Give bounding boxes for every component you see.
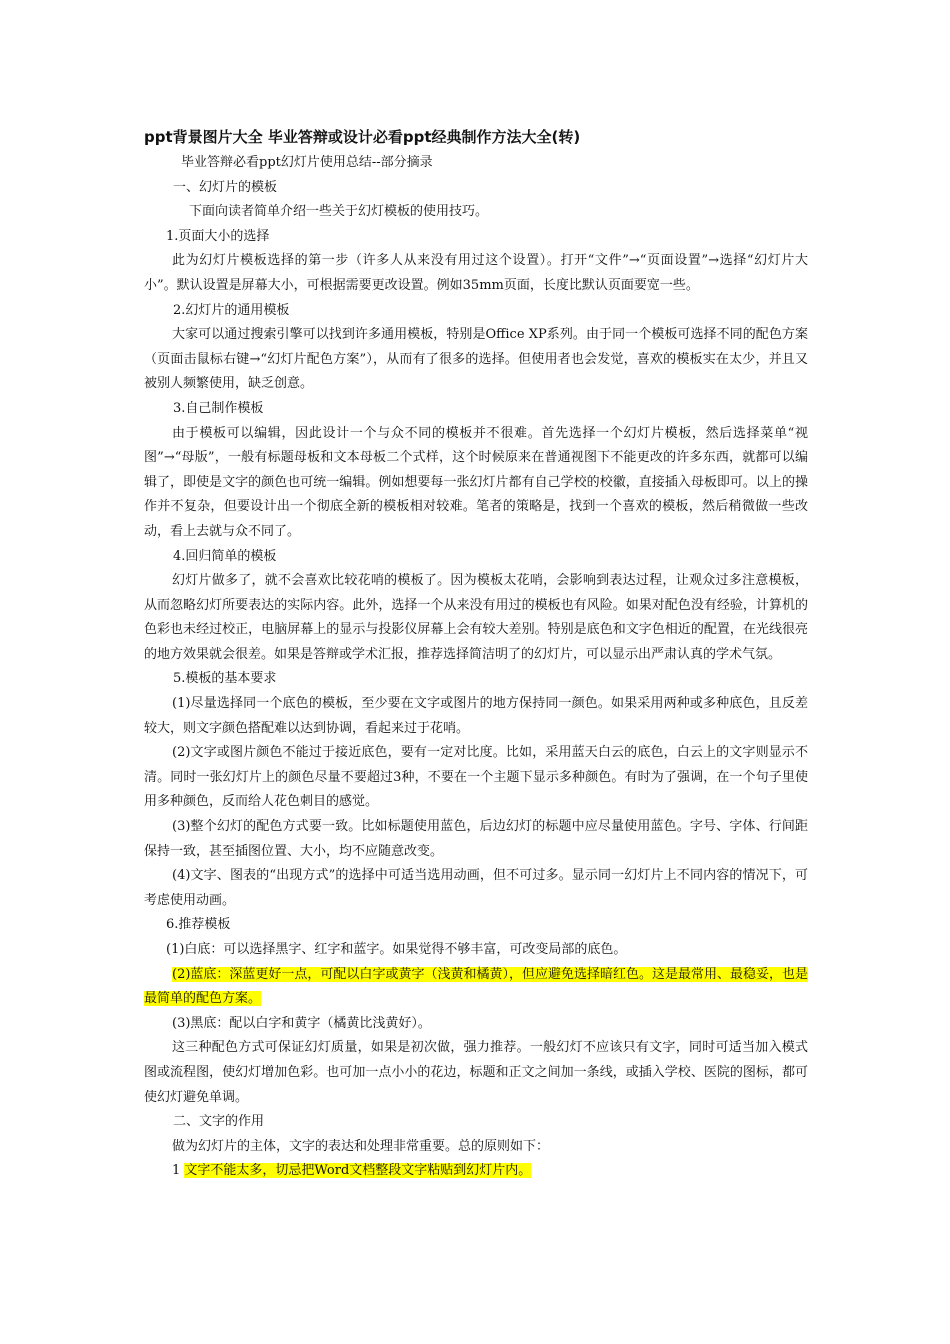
document-title: ppt背景图片大全 毕业答辩或设计必看ppt经典制作方法大全(转) [144,128,581,146]
paragraph-requirement-2: (2)文字或图片颜色不能过于接近底色，要有一定对比度。比如，采用蓝天白云的底色，白云上的文字则显示不清。同时一张幻灯片上的颜色尽量不要超过3种，不要在一个主题下显示多种颜色。有时为了强调，在一个句子里使用多种颜色，反而给人花色刺目的感觉。 [144,745,808,810]
subsection-title-general-templates: 2.幻灯片的通用模板 [173,302,290,318]
document-subtitle: 毕业答辩必看ppt幻灯片使用总结--部分摘录 [181,155,433,170]
paragraph-text-intro: 做为幻灯片的主体，文字的表达和处理非常重要。总的原则如下： [172,1138,550,1154]
document-page [144,126,808,1184]
paragraph-blue-background [144,963,808,1012]
paragraph-color-summary: 这三种配色方式可保证幻灯质量，如果是初次做，强力推荐。一般幻灯不应该只有文字，同时可适当加入模式图或流程图，使幻灯增加色彩。也可加一点小小的花边，标题和正文之间加一条线，或插入学校、医院的图标，都可使幻灯避免单调。 [144,1040,808,1105]
highlighted-text: (2)蓝底：深蓝更好一点，可配以白字或黄字（浅黄和橘黄），但应避免选择暗红色。这是最常用、最稳妥，也是最简单的配色方案。 [144,966,808,1007]
rule-number: 1 [172,1163,181,1179]
section-heading-text: 二、文字的作用 [173,1114,265,1130]
paragraph-simple-template: 幻灯片做多了，就不会喜欢比较花哨的模板了。因为模板太花哨，会影响到表达过程，让观众过多注意模板，从而忽略幻灯所要表达的实际内容。此外，选择一个从来没有用过的模板也有风险。如果对配色没有经验，计算机的色彩也未经过校正，电脑屏幕上的显示与投影仪屏幕上会有较大差别。特别是底色和文字色相近的配置，在光线很亮的地方效果就会很差。如果是答辩或学术汇报，推荐选择简洁明了的幻灯片，可以显示出严肃认真的学术气氛。 [144,573,808,662]
paragraph-general-templates: 大家可以通过搜索引擎可以找到许多通用模板，特别是Office XP系列。由于同一个模板可选择不同的配色方案（页面击鼠标右键→“幻灯片配色方案”），从而有了很多的选择。但使用者也会发觉，喜欢的模板实在太少，并且又被别人频繁使用，缺乏创意。 [144,327,808,392]
text-rule-1 [144,1159,808,1184]
section-intro: 下面向读者简单介绍一些关于幻灯模板的使用技巧。 [189,204,489,220]
paragraph-page-size: 此为幻灯片模板选择的第一步（许多人从来没有用过这个设置）。打开“文件”→“页面设置”→选择“幻灯片大小”。默认设置是屏幕大小，可根据需要更改设置。例如35mm页面，长度比默认页面要宽一些。 [144,253,808,293]
subsection-title-page-size: 1.页面大小的选择 [166,228,270,244]
subsection-title-simple-template: 4.回归简单的模板 [173,548,277,564]
paragraph-custom-template: 由于模板可以编辑，因此设计一个与众不同的模板并不很难。首先选择一个幻灯片模板，然后选择菜单“视图”→“母版”，一般有标题母板和文本母板二个式样，这个时候原来在普通视图下不能更改的许多东西，就都可以编辑了，即使是文字的颜色也可统一编辑。例如想要每一张幻灯片都有自己学校的校徽，直接插入母板即可。以上的操作并不复杂，但要设计出一个彻底全新的模板相对较难。笔者的策略是，找到一个喜欢的模板，然后稍微做一些改动，看上去就与众不同了。 [144,425,808,539]
section-heading-templates: 一、幻灯片的模板 [173,179,278,195]
subsection-title-custom-template: 3.自己制作模板 [173,400,264,416]
paragraph-requirement-1: (1)尽量选择同一个底色的模板，至少要在文字或图片的地方保持同一颜色。如果采用两种或多种底色，且反差较大，则文字颜色搭配难以达到协调，看起来过于花哨。 [144,696,808,736]
paragraph-black-background: (3)黑底：配以白字和黄字（橘黄比浅黄好）。 [172,1015,431,1031]
paragraph-requirement-4: (4)文字、图表的“出现方式”的选择中可适当选用动画，但不可过多。显示同一幻灯片上不同内容的情况下，可考虑使用动画。 [144,868,808,908]
subsection-title-template-requirements: 5.模板的基本要求 [173,671,277,687]
paragraph-white-background: (1)白底：可以选择黑字、红字和蓝字。如果觉得不够丰富，可改变局部的底色。 [166,942,627,957]
subsection-title-recommended: 6.推荐模板 [166,917,231,933]
highlighted-text: 文字不能太多，切忌把Word文档整段文字粘贴到幻灯片内。 [184,1163,532,1179]
paragraph-requirement-3: (3)整个幻灯的配色方式要一致。比如标题使用蓝色，后边幻灯的标题中应尽量使用蓝色。字号、字体、行间距保持一致，甚至插图位置、大小，均不应随意改变。 [144,819,808,859]
